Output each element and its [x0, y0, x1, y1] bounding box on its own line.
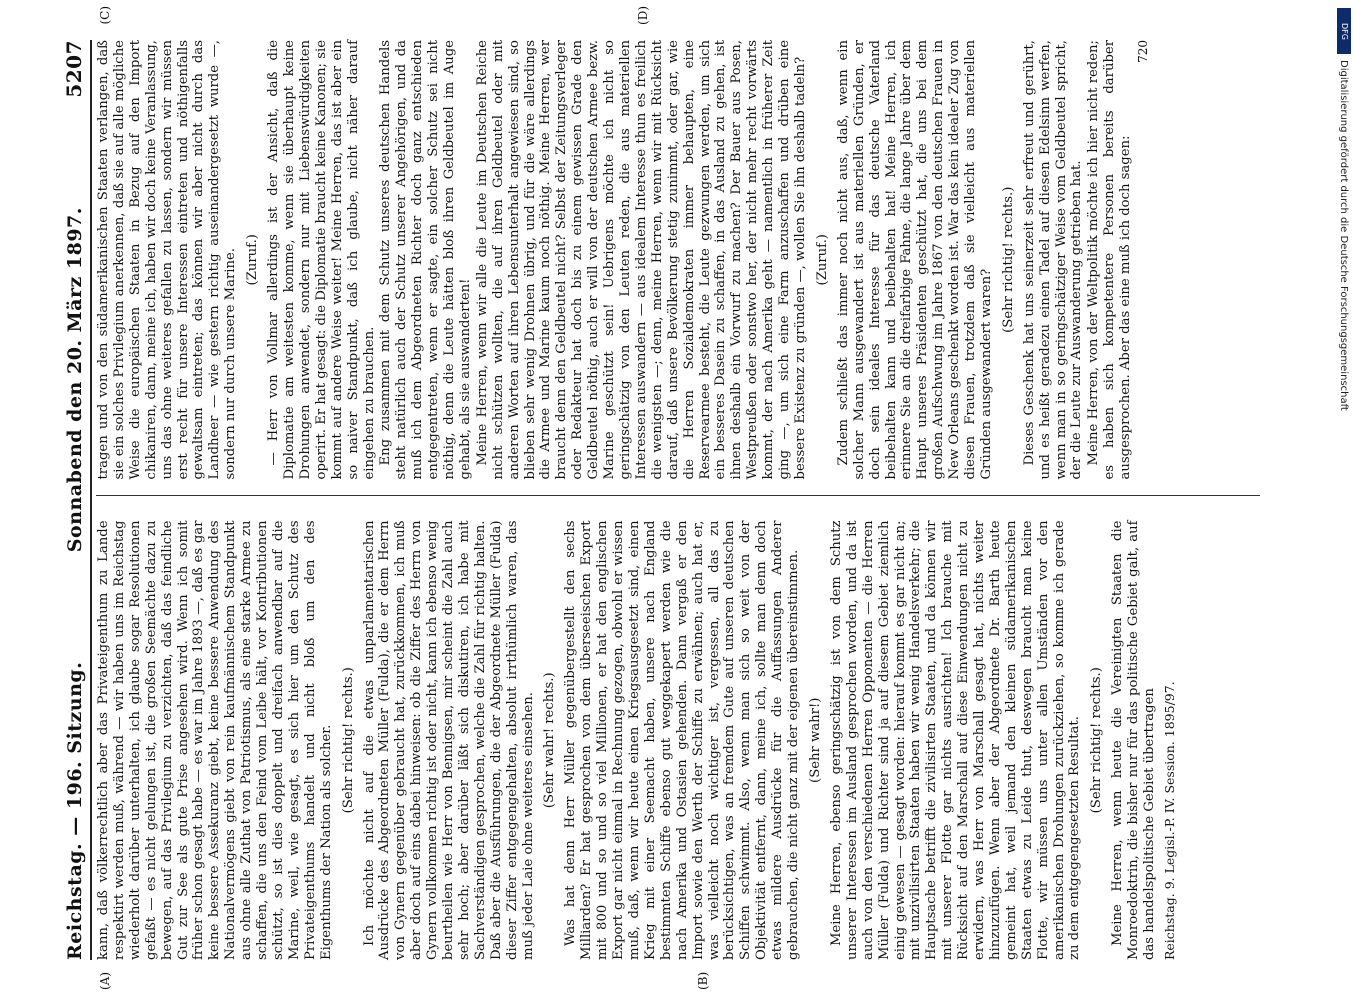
paragraph: Dieses Geschenk hat uns seinerzeit sehr erfreut und gerührt, und es heißt geradezu einen Tadel auf diesen Edelsinn werfen, wenn man in so geringschätziger Weise vom Geldbeutel spricht, der die Leute zur Auswanderung getrieben hat.	[1021, 40, 1085, 480]
right-footer: 720	[1136, 40, 1151, 63]
paragraph: Meine Herren, ebenso geringschätzig ist von dem Schutz unserer Interessen im Ausland gesprochen worden, und da ist auch von den verschiedenen Herren Opponenten — die Herren Müller (Fulda) und Richter sind ja auf diesem Gebiet ziemlich einig gewesen — gesagt worden: hierauf kommt es gar nicht an; mit unzivilisirten Staaten haben wir wenig Handelsverkehr; die Hauptsache betrifft die zivilisirten Staaten, und da können wir mit unserer Flotte gar nichts ausrichten! Ich brauche mit Rücksicht auf den Marschall auf diese Einwendungen nicht zu erwidern, was Herr von Marschall gesagt hat, nichts weiter hinzuzufügen. Wenn aber der Abgeordnete Dr. Barth heute gemeint hat, weil jemand den kleinen südamerikanischen Staaten etwas zu Leide thut, deswegen braucht man keine Flotte, wir müssen uns unter allen Umständen vor den amerikanischen Drohungen zurückziehen, so komme ich gerade zu dem entgegengesetzten Resultat.	[828, 520, 1083, 960]
interjection: (Sehr wahr!)	[807, 697, 823, 783]
left-column	[96, 520, 1260, 990]
digitization-credit: Digitalisierung gefördert durch die Deutsche Forschungsgemeinschaft	[1338, 60, 1349, 411]
paragraph: Zudem schließt das immer noch nicht aus, daß, wenn ein solcher Mann ausgewandert ist aus materiellen Gründen, er doch sein ideales Interesse für das deutsche Vaterland beibehalten kann und beibehalten hat! Meine Herren, ich erinnere Sie an die dreifarbige Fahne, die lange Jahre über dem Haupt unseres Präsidenten geschützt hat, die uns bei dem großen Aufschwung im Jahre 1867 von den deutschen Frauen in New Orleans geschenkt worden ist. War das kein idealer Zug von diesen Frauen, trotzdem daß sie vielleicht aus materiellen Gründen ausgewandert waren?	[835, 40, 994, 480]
margin-marker-d: (D)	[636, 6, 650, 25]
paragraph: Was hat denn Herr Müller gegenübergestellt den sechs Milliarden? Er hat gesprochen von dem überseeischen Export mit 800 und so und so viel Millionen, er hat den englischen Export gar nicht einmal in Rechnung gezogen, obwohl er wissen muß, daß, wenn wir heute einen Kriegsausgesetzt sind, einen Krieg mit einer Seemacht haben, unsere nach England bestimmten Schiffe ebenso gut weggekapert werden wie die nach Amerika und Ostasien gehenden. Dann vergaß er den Import sowie den Werth der Schiffe zu erwähnen; auch hat er, was vielleicht noch wichtiger ist, vergessen, all das zu berücksichtigen, was an fremdem Gute auf unseren deutschen Schiffen schwimmt. Also, wenn man sich so weit von der Objektivität entfernt, dann, meine ich, sollte man denn doch etwas mildere Ausdrücke für die Auffassungen Anderer gebrauchen, die nicht ganz mit der eigenen übereinstimmen.	[563, 520, 802, 960]
paragraph: Meine Herren, von der Weltpolitik möchte ich hier nicht reden; es haben sich kompetentere Personen bereits darüber ausgesprochen. Aber das eine muß ich doch sagen:	[1086, 40, 1134, 480]
header-left: Reichstag. — 196. Sitzung.	[64, 661, 86, 960]
dfg-logo: DFG	[1337, 8, 1351, 54]
text-columns	[96, 6, 1260, 990]
left-footer: Reichstag. 9. Legisl.-P. IV. Session. 1895/97.	[1162, 681, 1177, 960]
right-column	[96, 6, 1260, 497]
page-header	[52, 40, 92, 960]
interjection: (Sehr richtig! rechts.)	[340, 667, 356, 814]
interjection: (Sehr richtig! rechts.)	[1089, 667, 1105, 814]
paragraph: Meine Herren, wenn wir alle die Leute im Deutschen Reiche nicht schützen wollten, die auf ihren Geldbeutel oder mit anderen Worten auf ihren Lebensunterhalt angewiesen sind, so blieben sehr wenig Drohnen übrig, und für die wäre allerdings die Armee und Marine kaum noch nöthig. Meine Herren, wer braucht denn den Geldbeutel nicht? Selbst der Zeitungsverleger oder Redakteur hat doch bis zu einem gewissen Grade den Geldbeutel nöthig, auch er will von der deutschen Armee bezw. Marine geschützt sein! Uebrigens möchte ich nicht so geringschätzig von den Leuten reden, die aus materiellen Interessen auswandern — aus idealem Interesse thun es freilich die wenigsten —; denn, meine Herren, wenn wir mit Rücksicht darauf, daß unsere Bevölkerung stetig zunimmt, oder gar, wie die Herren Sozialdemokraten immer behaupten, eine Reservearmee besteht, die Leute gezwungen werden, um sich ein besseres Dasein zu schaffen, in das Ausland zu gehen, ist ihnen deshalb ein Vorwurf zu machen? Der Bauer aus Posen, Westpreußen oder sonstwo her, der nicht mehr recht vorwärts kommt, der nach Amerika geht — namentlich in früherer Zeit ging —, um sich eine Farm anzuschaffen und drüben eine bessere Existenz zu gründen —, wollen Sie ihn deshalb tadeln?	[474, 40, 808, 480]
paragraph: Eng zusammen mit dem Schutz unseres deutschen Handels steht natürlich auch der Schutz unserer Angehörigen, und da muß ich dem Abgeordneten Richter doch ganz entschieden entgegentreten, wenn er sagte, ein solcher Schutz sei nicht nöthig, denn die Leute hätten bloß ihren Geldbeutel im Auge gehabt, als sie auswanderten!	[378, 40, 473, 480]
right-column-body	[96, 40, 1134, 480]
margin-marker-b: (B)	[696, 971, 710, 990]
left-column-body	[96, 521, 1158, 961]
header-date: Sonnabend den 20. März 1897.	[64, 207, 86, 553]
paragraph: Ich möchte nicht auf die etwas unparlamentarischen Ausdrücke des Abgeordneten Müller (Fulda), die er dem Herrn von Gynern gegenüber gebraucht hat, zurückkommen, ich muß aber doch auf eins dabei hinweisen: ob die Ziffer des Herrn von Gynern vollkommen richtig ist oder nicht, kann ich ebenso wenig beurtheilen wie Herr von Bennigsen, mir scheint die Zahl auch sehr hoch; aber darüber läßt sich diskutiren, ich habe mit Sachverständigen gesprochen, welche die Zahl für richtig halten. Daß aber die Ausführungen, die der Abgeordnete Müller (Fulda) dieser Ziffer entgegengehalten, absolut irrthümlich waren, das muß jeder Laie ohne weiteres einsehen.	[361, 520, 536, 960]
paragraph: tragen und von den südamerikanischen Staaten verlangen, daß sie ein solches Privilegium anerkennen, daß sie auf alle mögliche Weise die europäischen Staaten in Bezug auf den Import chikaniren, dann, meine ich, haben wir doch keine Veranlassung, uns das ohne weiteres gefallen zu lassen, sondern wir müssen erst recht für unsere Interessen eintreten und nöthigenfalls gewaltsam eintreten; das können wir aber nicht durch das Landheer — wie gestern richtig auseinandergesetzt wurde —, sondern nur durch unsere Marine.	[96, 40, 239, 480]
paragraph: — Herr von Vollmar allerdings ist der Ansicht, daß die Diplomatie am weitesten komme, wenn sie überhaupt keine Drohungen anwendet, sondern nur mit Liebenswürdigkeiten operirt. Er hat gesagt: die Diplomatie braucht keine Kanonen; sie kommt auf andere Weise weiter! Meine Herren, das ist aber ein so naiver Standpunkt, daß ich glaube, nicht näher darauf eingehen zu brauchen.	[266, 40, 377, 480]
interjection: (Zuruf.)	[245, 234, 261, 286]
interjection: (Sehr richtig! rechts.)	[1000, 186, 1016, 333]
header-page-number: 5207	[62, 40, 86, 98]
margin-marker-a: (A)	[98, 971, 112, 990]
paragraph: kann, daß völkerrechtlich aber das Privateigenthum zu Lande respektirt werden muß, während — wir haben uns im Reichstag wiederholt darüber unterhalten, ich glaube sogar Resolutionen gefaßt — es nicht gelungen ist, die großen Seemächte dazu zu bewegen, auf das Privilegium zu verzichten, daß das feindliche Gut zur See als gute Prise angesehen wird. Wenn ich somit früher schon gesagt habe — es war im Jahre 1893 —, daß es gar keine bessere Assekuranz giebt, keine bessere Anwendung des Nationalvermögens giebt von rein kaufmännischem Standpunkt aus ohne alle Zuthat von Patriotismus, als eine starke Armee zu schaffen, die uns den Feind vom Leibe hält, vor Kontributionen schützt, so ist dies doppelt und dreifach anwendbar auf die Marine, weil, wie gesagt, es sich hier um den Schutz des Privateigenthums handelt und nicht bloß um den des Eigenthums der Nation als solcher.	[96, 520, 334, 960]
paragraph: Meine Herren, wenn heute die Vereinigten Staaten die Monroedoktrin, die bisher nur für das politische Gebiet galt, auf das handelspolitische Gebiet übertragen	[1110, 520, 1158, 960]
interjection: (Sehr wahr! rechts.)	[542, 672, 558, 809]
margin-marker-c: (C)	[98, 6, 112, 25]
interjection: (Zuruf.)	[814, 234, 830, 286]
